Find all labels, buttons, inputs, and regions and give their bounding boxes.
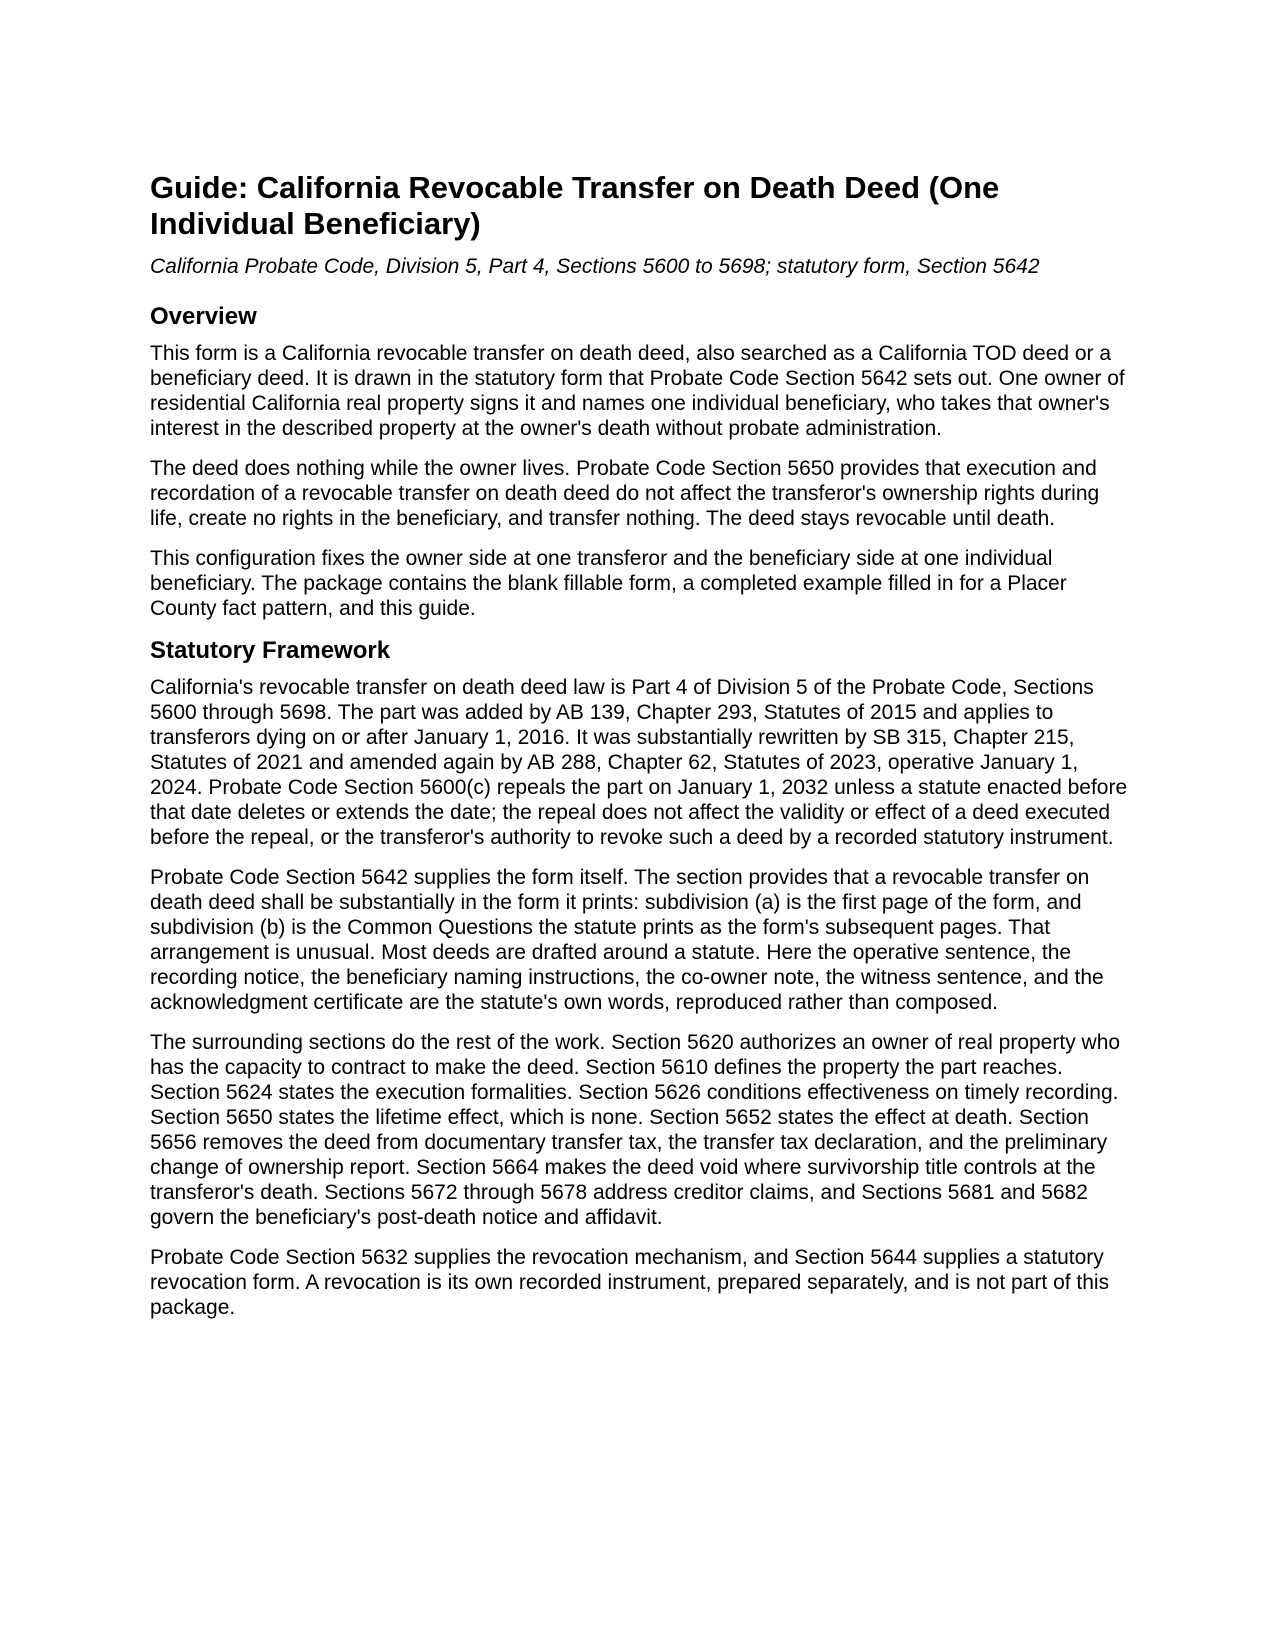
document-page — [150, 170, 1130, 1335]
paragraph: Probate Code Section 5632 supplies the revocation mechanism, and Section 5644 supplies a statutory revocation form. A revocation is its own recorded instrument, prepared separately, and is not part of this package. — [150, 1246, 1110, 1319]
section-heading: Statutory Framework — [150, 637, 391, 664]
paragraph: The surrounding sections do the rest of the work. Section 5620 authorizes an owner of real property who has the capacity to contract to make the deed. Section 5610 defines the property the part reaches. Section 5624 states the execution formalities. Section 5626 conditions effectiveness on timely recording. Section 5650 states the lifetime effect, which is none. Section 5652 states the effect at death. Section 5656 removes the deed from documentary transfer tax, the transfer tax declaration, and the preliminary change of ownership report. Section 5664 makes the deed void where survivorship title controls at the transferor's death. Sections 5672 through 5678 address creditor claims, and Sections 5681 and 5682 govern the beneficiary's post-death notice and affidavit. — [150, 1031, 1121, 1229]
section-statutory-framework — [150, 636, 1130, 1320]
section-overview — [150, 302, 1130, 621]
paragraph: California's revocable transfer on death deed law is Part 4 of Division 5 of the Probate Code, Sections 5600 through 5698. The part was added by AB 139, Chapter 293, Statutes of 2015 and applies to transferors dying on or after January 1, 2016. It was substantially rewritten by SB 315, Chapter 215, Statutes of 2021 and amended again by AB 288, Chapter 62, Statutes of 2023, operative January 1, 2024. Probate Code Section 5600(c) repeals the part on January 1, 2032 unless a statute enacted before that date deletes or extends the date; the repeal does not affect the validity or effect of a deed executed before the repeal, or the transferor's authority to revoke such a deed by a recorded statutory instrument. — [150, 676, 1128, 849]
paragraph: This form is a California revocable transfer on death deed, also searched as a California TOD deed or a beneficiary deed. It is drawn in the statutory form that Probate Code Section 5642 sets out. One owner of residential California real property signs it and names one individual beneficiary, who takes that owner's interest in the described property at the owner's death without probate administration. — [150, 342, 1125, 440]
paragraph: Probate Code Section 5642 supplies the form itself. The section provides that a revocable transfer on death deed shall be substantially in the form it prints: subdivision (a) is the first page of the form, and subdivision (b) is the Common Questions the statute prints as the form's subsequent pages. That arrangement is unusual. Most deeds are drafted around a statute. Here the operative sentence, the recording notice, the beneficiary naming instructions, the co-owner note, the witness sentence, and the acknowledgment certificate are the statute's own words, reproduced rather than composed. — [150, 866, 1104, 1014]
paragraph: This configuration fixes the owner side at one transferor and the beneficiary side at one individual beneficiary. The package contains the blank fillable form, a completed example filled in for a Placer County fact pattern, and this guide. — [150, 547, 1067, 620]
document-subtitle: California Probate Code, Division 5, Part 4, Sections 5600 to 5698; statutory form, Section 5642 — [150, 255, 1040, 278]
section-heading: Overview — [150, 303, 257, 330]
paragraph: The deed does nothing while the owner lives. Probate Code Section 5650 provides that execution and recordation of a revocable transfer on death deed do not affect the transferor's ownership rights during life, create no rights in the beneficiary, and transfer nothing. The deed stays revocable until death. — [150, 457, 1100, 530]
document-title: Guide: California Revocable Transfer on Death Deed (One Individual Beneficiary) — [150, 170, 1000, 241]
